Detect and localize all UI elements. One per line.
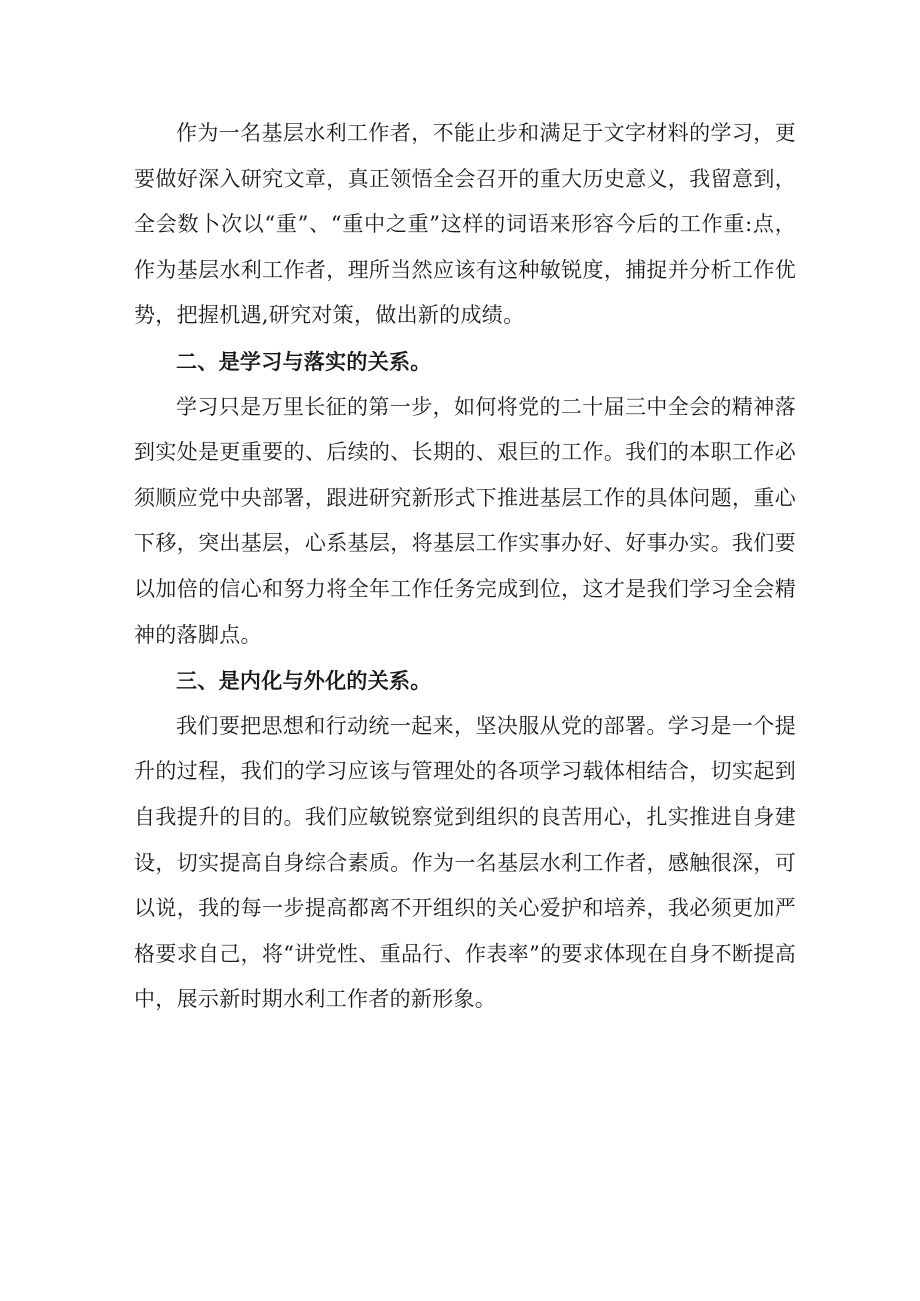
section-heading-3: 三、是内化与外化的关系。 — [176, 668, 432, 694]
section-heading-2: 二、是学习与落实的关系。 — [176, 348, 432, 374]
paragraph-study-implementation: 学习只是万里长征的第一步，如何将党的二十届三中全会的精神落到实处是更重要的、后续的、长期的、艰巨的工作。我们的本职工作必须顺应党中央部署，跟进研究新形式下推进基层工作的具体问题，重心下移，突出基层，心系基层，将基层工作实事办好、好事办实。我们要以加倍的信心和努力将全年工作任务完成到位，这才是我们学习全会精神的落脚点。 — [134, 394, 796, 647]
paragraph-internalization: 我们要把思想和行动统一起来，坚决服从党的部署。学习是一个提升的过程，我们的学习应该与管理处的各项学习载体相结合，切实起到自我提升的目的。我们应敏锐察觉到组织的良苦用心，扎实推进自身建设，切实提高自身综合素质。作为一名基层水利工作者，感触很深，可以说，我的每一步提高都离不开组织的关心爱护和培养，我必须更加严格要求自己，将“讲党性、重品行、作表率”的要求体现在自身不断提高中，展示新时期水利工作者的新形象。 — [134, 713, 796, 1012]
document-body — [134, 111, 796, 1023]
paragraph-intro: 作为一名基层水利工作者，不能止步和满足于文字材料的学习，更要做好深入研究文章，真正领悟全会召开的重大历史意义，我留意到，全会数卜次以“重”、“重中之重”这样的词语来形容今后的工作重:点，作为基层水利工作者，理所当然应该有这种敏锐度，捕捉并分析工作优势，把握机遇,研究对策，做出新的成绩。 — [134, 121, 796, 328]
